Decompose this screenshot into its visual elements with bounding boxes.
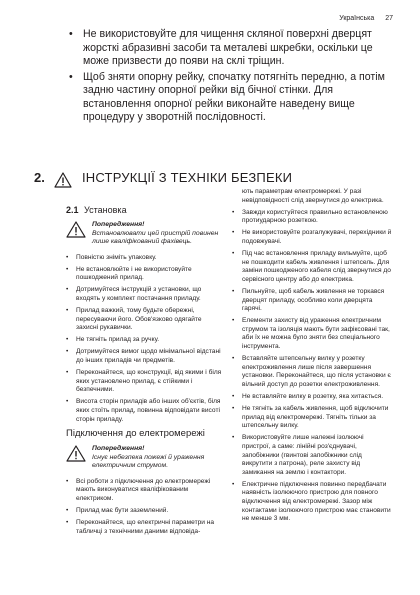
install-warning: [66, 221, 222, 247]
list-item: • Переконайтеся, що електричні параметри на табличці з технічними даними відповіда-: [66, 519, 222, 536]
warning-text: Встановлювати цей пристрій повинен лише кваліфікований фахівець.: [92, 229, 219, 245]
list-item: • Висота сторін приладів або інших об'єктів, біля яких стоїть прилад, повинна відповідати висоті сторін приладу.: [66, 398, 222, 424]
section-heading: [34, 170, 394, 190]
list-item: • Прилад має бути заземлений.: [66, 507, 222, 516]
list-item: • Електричне підключення повинно передбачати наявність ізолюючого пристрою для повного відключення від електромережі. Зазор між контактами ізолюючого пристрою має становити не менше 3 мм.: [232, 481, 392, 524]
list-item: • Прилад важкий, тому будьте обережні, пересуваючи його. Обов'язково одягайте захисні рукавички.: [66, 307, 222, 333]
left-column: [66, 205, 222, 540]
install-title: Установка: [84, 205, 127, 215]
list-item: • Всі роботи з підключення до електромережі мають виконуватися кваліфікованим електриком.: [66, 478, 222, 504]
right-column: [232, 188, 392, 527]
section-title: ІНСТРУКЦІЇ З ТЕХНІКИ БЕЗПЕКИ: [82, 170, 293, 185]
list-item: • Під час встановлення приладу вильмуйте, щоб не пошкодити кабель живлення і штепсель. Для заміни пошкодженого кабеля слід звернутися до сервісного центру або до електрика.: [232, 250, 392, 284]
list-item: • Не тягніть за кабель живлення, щоб відключити прилад від електромережі. Тягніть тільки за штепсельну вилку.: [232, 405, 392, 431]
install-subtitle: [66, 205, 222, 215]
header-section: Українська: [339, 15, 375, 22]
warning-title: Попередження!: [92, 445, 145, 453]
list-item: • Не тягніть прилад за ручку.: [66, 336, 222, 345]
warning-icon: [66, 221, 86, 238]
list-item: • Не використовуйте для чищення скляної поверхні дверцят жорсткі абразивні засоби та металеві шкребки, оскільки це може призвести до появи на склі тріщин.: [69, 28, 397, 69]
electric-list: [66, 478, 222, 537]
list-item: • Вставляйте штепсельну вилку у розетку електроживлення лише після завершення установки. Переконайтеся, що після установки є вільний доступ до розетки електроживлення.: [232, 355, 392, 389]
electric-list-continued: [232, 188, 392, 524]
list-item-continued: ють параметрам електромережі. У разі невідповідності слід звернутися до електрика.: [242, 188, 384, 204]
list-item: • Завжди користуйтеся правильно встановленою протиударною розеткою.: [232, 209, 392, 226]
list-item: • Використовуйте лише належні ізолюючі пристрої, а саме: лінійні роз'єднувачі, запобіжники (гвинтові запобіжники слід викрутити з патрона), реле захисту від замикання на землю і контактори.: [232, 434, 392, 477]
warning-triangle-icon: [54, 172, 72, 188]
warning-title: Попередження!: [92, 221, 145, 228]
list-item: • Пильнуйте, щоб кабель живлення не торкався дверцят приладу, особливо коли дверцята гарячі.: [232, 288, 392, 314]
page-header: [330, 15, 393, 22]
install-number: 2.1: [66, 205, 79, 215]
section-number: 2.: [34, 170, 45, 185]
page-number: 27: [385, 15, 393, 22]
list-item: • Елементи захисту від ураження електричним струмом та ізоляція мають бути зафіксовані так, аби їх не можна було зняти без спеціального інструмента.: [232, 317, 392, 351]
warning-icon: [66, 445, 86, 462]
list-item: • Повністю зніміть упаковку.: [66, 254, 222, 263]
list-item: • Не вставляйте вилку в розетку, яка хитається.: [232, 393, 392, 402]
list-item: • Переконайтеся, що конструкції, від якими і біля яких установлено прилад, є стійкими і безпечними.: [66, 369, 222, 395]
top-bullet-list: [69, 28, 397, 127]
electric-subtitle: Підключення до електромережі: [66, 428, 205, 440]
install-list: [66, 254, 222, 425]
list-item: • Не використовуйте розгалужувачі, перехідники й подовжувачі.: [232, 229, 392, 246]
electric-warning: [66, 445, 222, 471]
warning-text: Існує небезпека пожежі й ураження електричним струмом.: [92, 453, 205, 470]
list-item: • Дотримуйтеся вимог щодо мінімальної відстані до інших приладів чи предметів.: [66, 348, 222, 365]
list-item: • Дотримуйтеся інструкцій з установки, що входять у комплект постачання приладу.: [66, 286, 222, 303]
list-item: • Щоб зняти опорну рейку, спочатку потягніть передню, а потім задню частину опорної рейки від бічної стінки. Для встановлення опорної рейки виконайте наведену вище процедуру у зворотній послідовності.: [69, 71, 397, 125]
list-item: • Не встановлюйте і не використовуйте пошкоджений прилад.: [66, 266, 222, 283]
